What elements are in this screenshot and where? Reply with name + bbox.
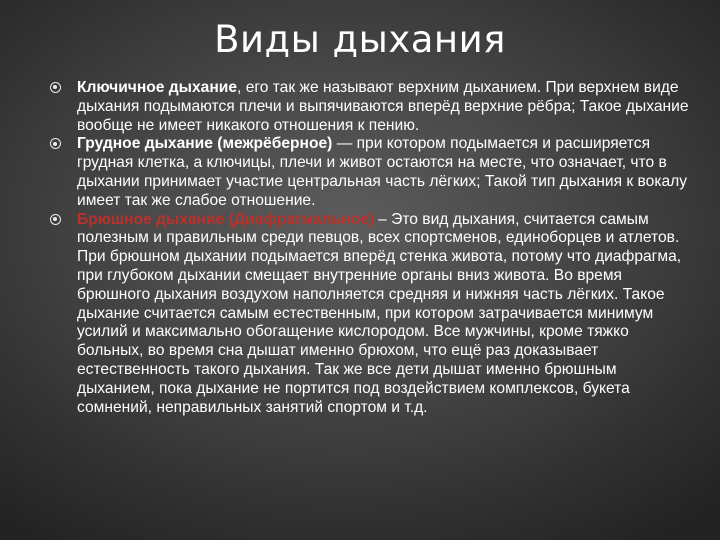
slide-title: Виды дыхания bbox=[214, 18, 506, 61]
circle-dot-bullet-icon bbox=[50, 214, 61, 225]
circle-dot-bullet-icon bbox=[50, 138, 61, 149]
bullet-text: – Это вид дыхания, считается самым полезным и правильным среди певцов, всех спортсменов, единоборцев и атлетов. При брюшном дыхании подымается вперёд стенка живота, потому что диафрагма, при глубоком дыхании смещает внутренние органы вниз живота. Во время брюшного дыхания воздухом наполняется средняя и нижняя часть лёгких. Такое дыхание считается самым естественным, при котором затрачивается минимум усилий и максимально обогащение кислородом. Все мужчины, кроме тяжко больных, во время сна дышат именно брюхом, что ещё раз доказывает естественность такого дыхания. Так же все дети дышат именно брюшным дыханием, пока дыхание не портится под воздействием комплексов, букета сомнений, неправильных занятий спортом и т.д. bbox=[77, 210, 682, 416]
bullet-term: Грудное дыхание (межрёберное) bbox=[77, 135, 333, 153]
circle-dot-bullet-icon bbox=[50, 82, 61, 93]
bullet-item-abdominal-breathing bbox=[50, 211, 690, 418]
bullet-item-chest-breathing bbox=[50, 135, 690, 210]
bullet-text: — при котором подымается и расширяется грудная клетка, а ключицы, плечи и живот остаются на месте, что означает, что в дыхании принимает участие центральная часть лёгких; Такой тип дыхания к вокалу имеет так же слабое отношение. bbox=[77, 135, 688, 209]
bullet-term: Ключичное дыхание bbox=[77, 79, 238, 96]
bullet-text: , его так же называют верхним дыханием. При верхнем виде дыхания подымаются плечи и выпячиваются вперёд верхние рёбра; Такое дыхание вообще не имеет никакого отношения к пению. bbox=[77, 79, 689, 134]
bullet-item-clavicular-breathing bbox=[50, 79, 690, 135]
bullet-term-highlighted: Брюшное дыхание (Диафрагмальное) bbox=[77, 210, 374, 228]
bullet-list bbox=[50, 79, 690, 417]
